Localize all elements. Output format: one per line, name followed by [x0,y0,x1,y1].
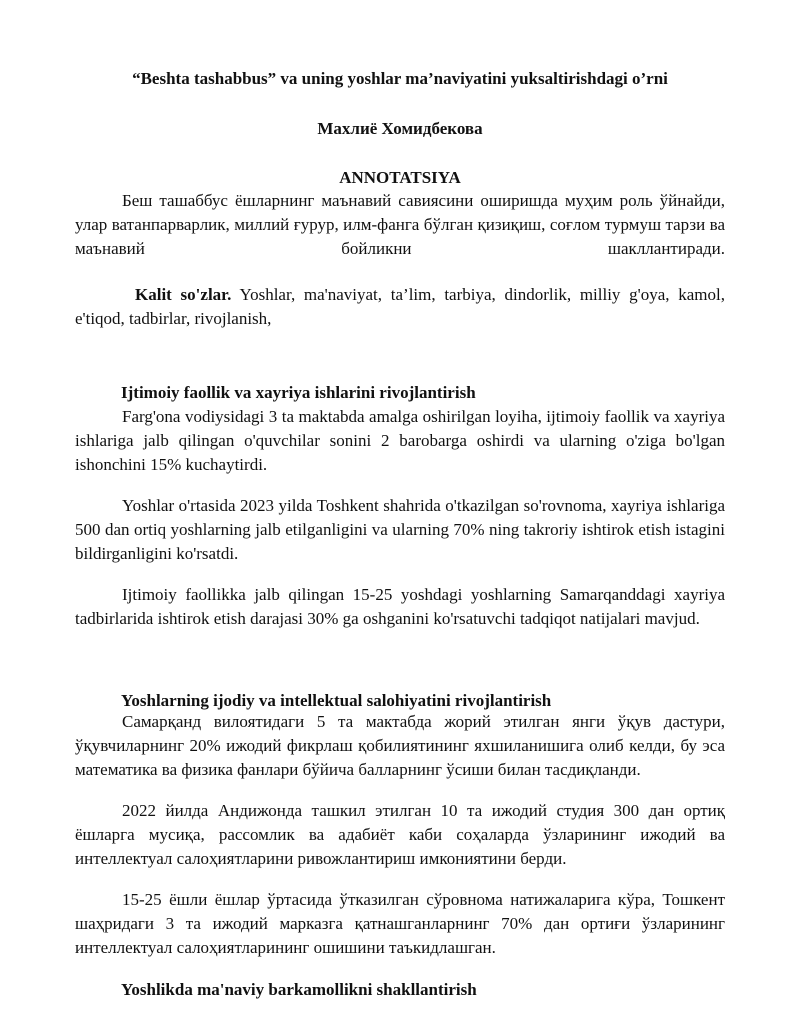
body-paragraph: Farg'ona vodiysidagi 3 ta maktabda amalga oshirilgan loyiha, ijtimoiy faollik va xayriya ishlariga jalb qilingan o'quvchilar sonini 2 barobarga oshirdi va ularning o'ziga bo'lgan ishonchini 15% kuchaytirdi. [75,407,725,474]
section-heading-creative-potential: Yoshlarning ijodiy va intellektual salohiyatini rivojlantirish [121,691,552,710]
section-heading-social-activity: Ijtimoiy faollik va xayriya ishlarini rivojlantirish [121,383,476,402]
body-paragraph: Yoshlar o'rtasida 2023 yilda Toshkent shahrida o'tkazilgan so'rovnoma, xayriya ishlariga 500 dan ortiq yoshlarning jalb etilganligini va ularning 70% ning takroriy ishtirok etish istagini bildirganligini ko'rsatdi. [75,496,725,563]
keywords-paragraph [75,283,725,331]
document-title: “Beshta tashabbus” va uning yoshlar ma’naviyatini yuksaltirishdagi o’rni [132,69,668,88]
body-paragraph: Самарқанд вилоятидаги 5 та мактабда жорий этилган янги ўқув дастури, ўқувчиларнинг 20% ижодий фикрлаш қобилиятининг яхшиланишига олиб келди, бу эса математика ва физика фанлари бўйича балларнинг ўсиши билан тасдиқланди. [75,712,725,779]
annotation-paragraph: Беш ташаббус ёшларнинг маънавий савиясини оширишда муҳим роль ўйнайди, улар ватанпарварлик, миллий ғурур, илм-фанга бўлган қизиқиш, соғлом турмуш тарзи ва маънавий бойликни шакллантиради. [75,191,725,258]
body-paragraph: Ijtimoiy faollikka jalb qilingan 15-25 yoshdagi yoshlarning Samarqanddagi xayriya tadbirlarida ishtirok etish darajasi 30% ga oshganini ko'rsatuvchi tadqiqot natijalari mavjud. [75,585,725,628]
keywords-list: Yoshlar, ma'naviyat, ta’lim, tarbiya, dindorlik, milliy g'oya, kamol, e'tiqod, tadbirlar, rivojlanish, [75,285,725,328]
section-heading-spiritual-maturity: Yoshlikda ma'naviy barkamollikni shakllantirish [121,980,477,999]
body-paragraph: 2022 йилда Андижонда ташкил этилган 10 та ижодий студия 300 дан ортиқ ёшларга мусиқа, рассомлик ва адабиёт каби соҳаларда ўзларининг ижодий ва интеллектуал салоҳиятларини ривожлантириш имкониятини берди. [75,801,725,868]
annotation-heading: ANNOTATSIYA [339,168,461,187]
keywords-label: Kalit so'zlar. [135,285,232,304]
body-paragraph: 15-25 ёшли ёшлар ўртасида ўтказилган сўровнома натижаларига кўра, Тошкент шаҳридаги 3 та ижодий марказга қатнашганларнинг 70% дан ортиғи ўзларининг интеллектуал салоҳиятларининг ошишини таъкидлашган. [75,890,725,957]
author-name: Махлиё Хомидбекова [317,119,483,138]
